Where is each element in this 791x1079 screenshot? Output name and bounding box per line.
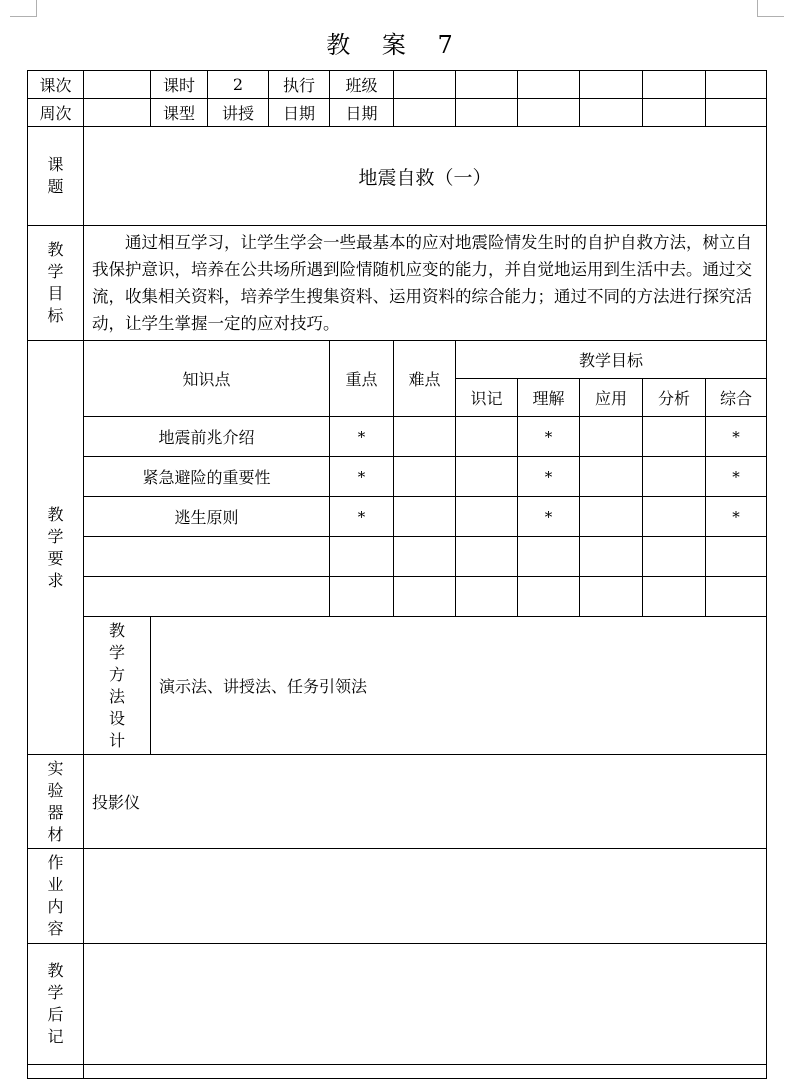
level-header-memorize: 识记 [456,379,518,417]
homework-value[interactable] [84,849,767,944]
class-cell-6[interactable] [706,71,767,99]
date-cell-6[interactable] [706,99,767,127]
analyze-mark-cell[interactable] [643,537,706,577]
key-point-header: 重点 [330,341,394,417]
class-cell-2[interactable] [456,71,518,99]
difficulty-mark-cell[interactable] [394,537,456,577]
key-mark-cell[interactable]: * [330,457,394,497]
trailing-cell-value [84,1065,767,1079]
level-header-apply: 应用 [580,379,643,417]
understand-mark-cell[interactable] [518,577,580,617]
header-row-1 [28,71,767,99]
lesson-no-value[interactable] [84,71,151,99]
equipment-row [28,755,767,849]
date-cell-2[interactable] [456,99,518,127]
knowledge-point-header: 知识点 [84,341,330,417]
class-label: 班级 [330,71,394,99]
synthesize-mark-cell[interactable]: * [706,497,767,537]
knowledge-point-cell[interactable]: 紧急避险的重要性 [84,457,330,497]
page-corner-mark-left [10,0,37,17]
week-value[interactable] [84,99,151,127]
objectives-text[interactable]: 通过相互学习，让学生学会一些最基本的应对地震险情发生时的自护自救方法，树立自我保护意识，培养在公共场所遇到险情随机应变的能力，并自觉地运用到生活中去。通过交流，收集相关资料，培养学生搜集资料、运用资料的综合能力；通过不同的方法进行探究活动，让学生掌握一定的应对技巧。 [84,226,767,341]
knowledge-point-cell[interactable]: 逃生原则 [84,497,330,537]
understand-mark-cell[interactable]: * [518,417,580,457]
analyze-mark-cell[interactable] [643,457,706,497]
hours-value[interactable]: 2 [208,71,269,99]
lesson-plan-table [27,70,767,1079]
memorize-mark-cell[interactable] [456,537,518,577]
date-cell-3[interactable] [518,99,580,127]
memorize-mark-cell[interactable] [456,577,518,617]
teaching-goal-header: 教学目标 [456,341,767,379]
memorize-mark-cell[interactable] [456,497,518,537]
understand-mark-cell[interactable] [518,537,580,577]
equipment-label: 实 验 器 材 [28,755,84,849]
class-cell-1[interactable] [394,71,456,99]
reflection-label: 教 学 后 记 [28,944,84,1065]
date-cell-4[interactable] [580,99,643,127]
understand-mark-cell[interactable]: * [518,457,580,497]
understand-mark-cell[interactable]: * [518,497,580,537]
table-row [28,577,767,617]
apply-mark-cell[interactable] [580,457,643,497]
type-value[interactable]: 讲授 [208,99,269,127]
requirements-label: 教 学 要 求 [28,341,84,755]
header-row-2 [28,99,767,127]
analyze-mark-cell[interactable] [643,417,706,457]
document-title: 教 案 7 [326,31,465,59]
table-row [28,417,767,457]
topic-row [28,127,767,226]
knowledge-point-cell[interactable] [84,537,330,577]
memorize-mark-cell[interactable] [456,457,518,497]
difficulty-header: 难点 [394,341,456,417]
reflection-value[interactable] [84,944,767,1065]
level-header-analyze: 分析 [643,379,706,417]
key-mark-cell[interactable]: * [330,497,394,537]
analyze-mark-cell[interactable] [643,497,706,537]
topic-label: 课 题 [28,127,84,226]
class-cell-3[interactable] [518,71,580,99]
key-mark-cell[interactable] [330,537,394,577]
lesson-no-label: 课次 [28,71,84,99]
date-label-2: 日期 [330,99,394,127]
analyze-mark-cell[interactable] [643,577,706,617]
date-cell-5[interactable] [643,99,706,127]
level-header-synthesize: 综合 [706,379,767,417]
type-label: 课型 [151,99,208,127]
memorize-mark-cell[interactable] [456,417,518,457]
date-label-1: 日期 [269,99,330,127]
table-row [28,537,767,577]
reflection-row [28,944,767,1065]
trailing-row [28,1065,767,1079]
methods-label: 教 学 方 法 设 计 [84,617,151,755]
objectives-label: 教 学 目 标 [28,226,84,341]
homework-row [28,849,767,944]
week-label: 周次 [28,99,84,127]
hours-label: 课时 [151,71,208,99]
table-row [28,497,767,537]
synthesize-mark-cell[interactable]: * [706,457,767,497]
key-mark-cell[interactable] [330,577,394,617]
objectives-row [28,226,767,341]
requirements-header-row-1 [28,341,767,379]
synthesize-mark-cell[interactable]: * [706,417,767,457]
methods-value[interactable]: 演示法、讲授法、任务引领法 [151,617,767,755]
apply-mark-cell[interactable] [580,417,643,457]
synthesize-mark-cell[interactable] [706,577,767,617]
apply-mark-cell[interactable] [580,537,643,577]
difficulty-mark-cell[interactable] [394,577,456,617]
apply-mark-cell[interactable] [580,497,643,537]
methods-row [28,617,767,755]
equipment-value[interactable]: 投影仪 [84,755,767,849]
homework-label: 作 业 内 容 [28,849,84,944]
lesson-topic[interactable]: 地震自救（一） [84,127,767,226]
difficulty-mark-cell[interactable] [394,497,456,537]
level-header-understand: 理解 [518,379,580,417]
table-row [28,457,767,497]
key-mark-cell[interactable]: * [330,417,394,457]
apply-mark-cell[interactable] [580,577,643,617]
exec-label: 执行 [269,71,330,99]
trailing-cell-label [28,1065,84,1079]
class-cell-4[interactable] [580,71,643,99]
date-cell-1[interactable] [394,99,456,127]
page-corner-mark-right [757,0,784,17]
synthesize-mark-cell[interactable] [706,537,767,577]
knowledge-point-cell[interactable] [84,577,330,617]
class-cell-5[interactable] [643,71,706,99]
difficulty-mark-cell[interactable] [394,417,456,457]
difficulty-mark-cell[interactable] [394,457,456,497]
knowledge-point-cell[interactable]: 地震前兆介绍 [84,417,330,457]
